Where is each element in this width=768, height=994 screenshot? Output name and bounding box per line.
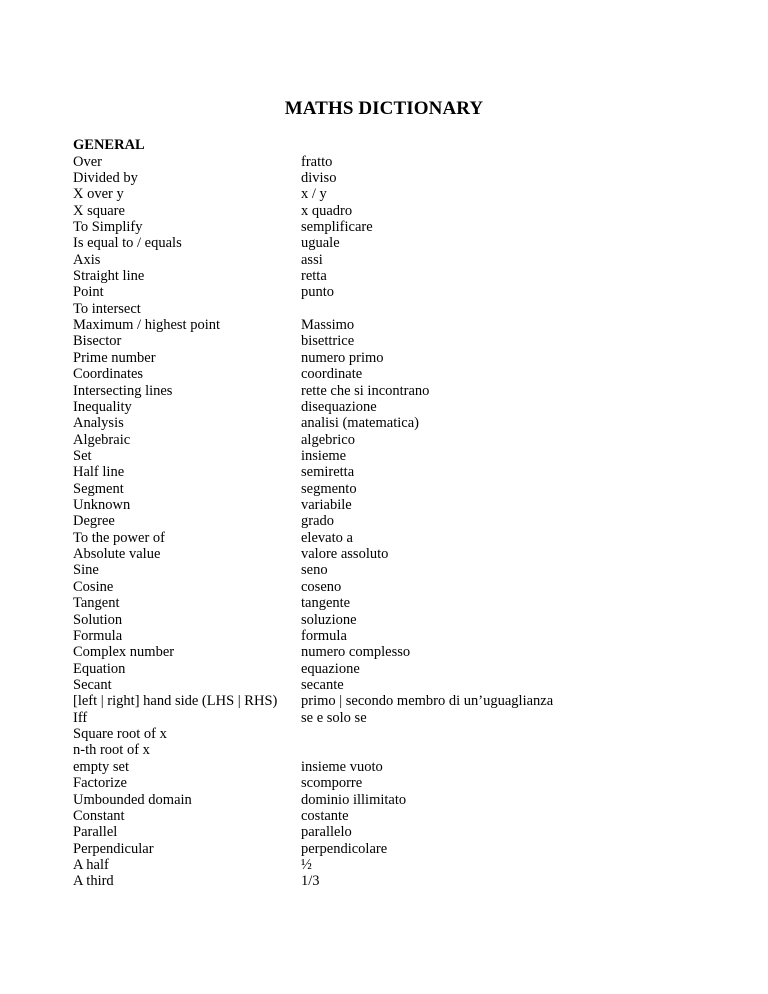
english-term: n-th root of x xyxy=(73,742,150,759)
english-term: A third xyxy=(73,873,114,890)
glossary-row xyxy=(73,219,753,235)
italian-translation xyxy=(301,742,753,758)
english-term: Square root of x xyxy=(73,726,167,743)
english-term: [left | right] hand side (LHS | RHS) xyxy=(73,693,278,710)
glossary-row xyxy=(73,432,753,448)
italian-translation: costante xyxy=(301,807,349,824)
glossary-row xyxy=(73,415,753,431)
italian-translation: insieme vuoto xyxy=(301,758,383,775)
italian-translation: seno xyxy=(301,562,328,579)
italian-translation: numero complesso xyxy=(301,644,411,661)
glossary-row xyxy=(73,759,753,775)
english-term: Iff xyxy=(73,709,88,726)
english-term: Set xyxy=(73,447,92,464)
italian-translation: retta xyxy=(301,268,327,285)
glossary-row xyxy=(73,252,753,268)
english-term: Tangent xyxy=(73,595,120,612)
italian-translation: perpendicolare xyxy=(301,840,388,857)
english-term: Formula xyxy=(73,627,123,644)
glossary-row xyxy=(73,235,753,251)
glossary-row xyxy=(73,824,753,840)
english-term: Absolute value xyxy=(73,546,161,563)
italian-translation: algebrico xyxy=(301,431,355,448)
italian-translation: numero primo xyxy=(301,349,384,366)
italian-translation: assi xyxy=(301,251,323,268)
english-term: Solution xyxy=(73,611,123,628)
english-term: Unknown xyxy=(73,497,131,514)
english-term: To intersect xyxy=(73,300,141,317)
italian-translation: insieme xyxy=(301,447,347,464)
glossary-row xyxy=(73,350,753,366)
glossary-row xyxy=(73,203,753,219)
italian-translation: segmento xyxy=(301,480,357,497)
italian-translation: disequazione xyxy=(301,398,377,415)
italian-translation: semiretta xyxy=(301,464,355,481)
glossary-row xyxy=(73,170,753,186)
page-title: MATHS DICTIONARY xyxy=(284,97,484,119)
english-term: Segment xyxy=(73,480,124,497)
glossary-row xyxy=(73,333,753,349)
english-term: Analysis xyxy=(73,415,124,432)
glossary-row xyxy=(73,399,753,415)
glossary-row xyxy=(73,726,753,742)
glossary-row xyxy=(73,595,753,611)
italian-translation: Massimo xyxy=(301,317,355,334)
english-term: Half line xyxy=(73,464,125,481)
italian-translation: punto xyxy=(301,284,335,301)
italian-translation: rette che si incontrano xyxy=(301,382,430,399)
glossary-row xyxy=(73,186,753,202)
italian-translation: x / y xyxy=(301,186,327,203)
italian-translation: grado xyxy=(301,513,335,530)
glossary-row xyxy=(73,693,753,709)
english-term: X square xyxy=(73,202,125,219)
english-term: Degree xyxy=(73,513,115,530)
italian-translation: scomporre xyxy=(301,775,363,792)
italian-translation: x quadro xyxy=(301,202,353,219)
italian-translation: tangente xyxy=(301,595,351,612)
glossary-row xyxy=(73,562,753,578)
glossary-row xyxy=(73,546,753,562)
glossary-row xyxy=(73,464,753,480)
english-term: Cosine xyxy=(73,578,114,595)
english-term: To the power of xyxy=(73,529,165,546)
english-term: Constant xyxy=(73,807,125,824)
english-term: Complex number xyxy=(73,644,175,661)
glossary-row xyxy=(73,497,753,513)
glossary-row xyxy=(73,661,753,677)
english-term: To Simplify xyxy=(73,218,143,235)
italian-translation: parallelo xyxy=(301,824,352,841)
english-term: Coordinates xyxy=(73,366,144,383)
glossary-list xyxy=(73,154,753,890)
italian-translation: dominio illimitato xyxy=(301,791,407,808)
italian-translation: uguale xyxy=(301,235,340,252)
glossary-row xyxy=(73,710,753,726)
english-term: Maximum / highest point xyxy=(73,317,221,334)
glossary-row xyxy=(73,301,753,317)
english-term: Secant xyxy=(73,677,112,693)
english-term: X over y xyxy=(73,186,124,203)
italian-translation: valore assoluto xyxy=(301,546,389,563)
english-term: Over xyxy=(73,153,102,170)
glossary-row xyxy=(73,513,753,529)
italian-translation: primo | secondo membro di un’uguaglianza xyxy=(301,693,554,710)
english-term: Intersecting lines xyxy=(73,382,173,399)
italian-translation: diviso xyxy=(301,169,337,186)
italian-translation xyxy=(301,301,753,317)
glossary-row xyxy=(73,873,753,889)
italian-translation: bisettrice xyxy=(301,333,355,350)
italian-translation: formula xyxy=(301,627,347,644)
english-term: Algebraic xyxy=(73,431,131,448)
english-term: Factorize xyxy=(73,775,127,792)
glossary-row xyxy=(73,530,753,546)
italian-translation: variabile xyxy=(301,497,352,514)
italian-translation: equazione xyxy=(301,660,360,677)
italian-translation: fratto xyxy=(301,153,333,170)
italian-translation xyxy=(301,726,753,742)
glossary-row xyxy=(73,677,753,693)
section-heading-general: GENERAL xyxy=(73,137,145,153)
english-term: Axis xyxy=(73,251,101,268)
italian-translation: secante xyxy=(301,677,344,693)
glossary-row xyxy=(73,284,753,300)
english-term: Sine xyxy=(73,562,99,579)
glossary-row xyxy=(73,317,753,333)
glossary-row xyxy=(73,628,753,644)
english-term: Inequality xyxy=(73,398,132,415)
italian-translation: elevato a xyxy=(301,529,353,546)
glossary-row xyxy=(73,644,753,660)
glossary-row xyxy=(73,481,753,497)
english-term: Straight line xyxy=(73,268,145,285)
glossary-row xyxy=(73,808,753,824)
italian-translation: se e solo se xyxy=(301,709,367,726)
english-term: Divided by xyxy=(73,169,138,186)
english-term: Perpendicular xyxy=(73,840,154,857)
glossary-row xyxy=(73,742,753,758)
english-term: Bisector xyxy=(73,333,122,350)
italian-translation: ½ xyxy=(301,856,312,873)
glossary-row xyxy=(73,792,753,808)
glossary-row xyxy=(73,612,753,628)
glossary-row xyxy=(73,366,753,382)
glossary-row xyxy=(73,775,753,791)
english-term: Is equal to / equals xyxy=(73,235,182,252)
glossary-row xyxy=(73,579,753,595)
english-term: Equation xyxy=(73,660,126,677)
italian-translation: coordinate xyxy=(301,366,363,383)
glossary-row xyxy=(73,841,753,857)
english-term: Point xyxy=(73,284,104,301)
glossary-row xyxy=(73,383,753,399)
italian-translation: semplificare xyxy=(301,218,373,235)
english-term: Umbounded domain xyxy=(73,791,192,808)
glossary-row xyxy=(73,448,753,464)
glossary-row xyxy=(73,268,753,284)
italian-translation: analisi (matematica) xyxy=(301,415,419,432)
glossary-row xyxy=(73,154,753,170)
glossary-row xyxy=(73,857,753,873)
italian-translation: 1/3 xyxy=(301,873,320,890)
english-term: Parallel xyxy=(73,824,118,841)
italian-translation: coseno xyxy=(301,578,342,595)
english-term: A half xyxy=(73,856,109,873)
english-term: Prime number xyxy=(73,349,156,366)
english-term: empty set xyxy=(73,758,129,775)
italian-translation: soluzione xyxy=(301,611,357,628)
